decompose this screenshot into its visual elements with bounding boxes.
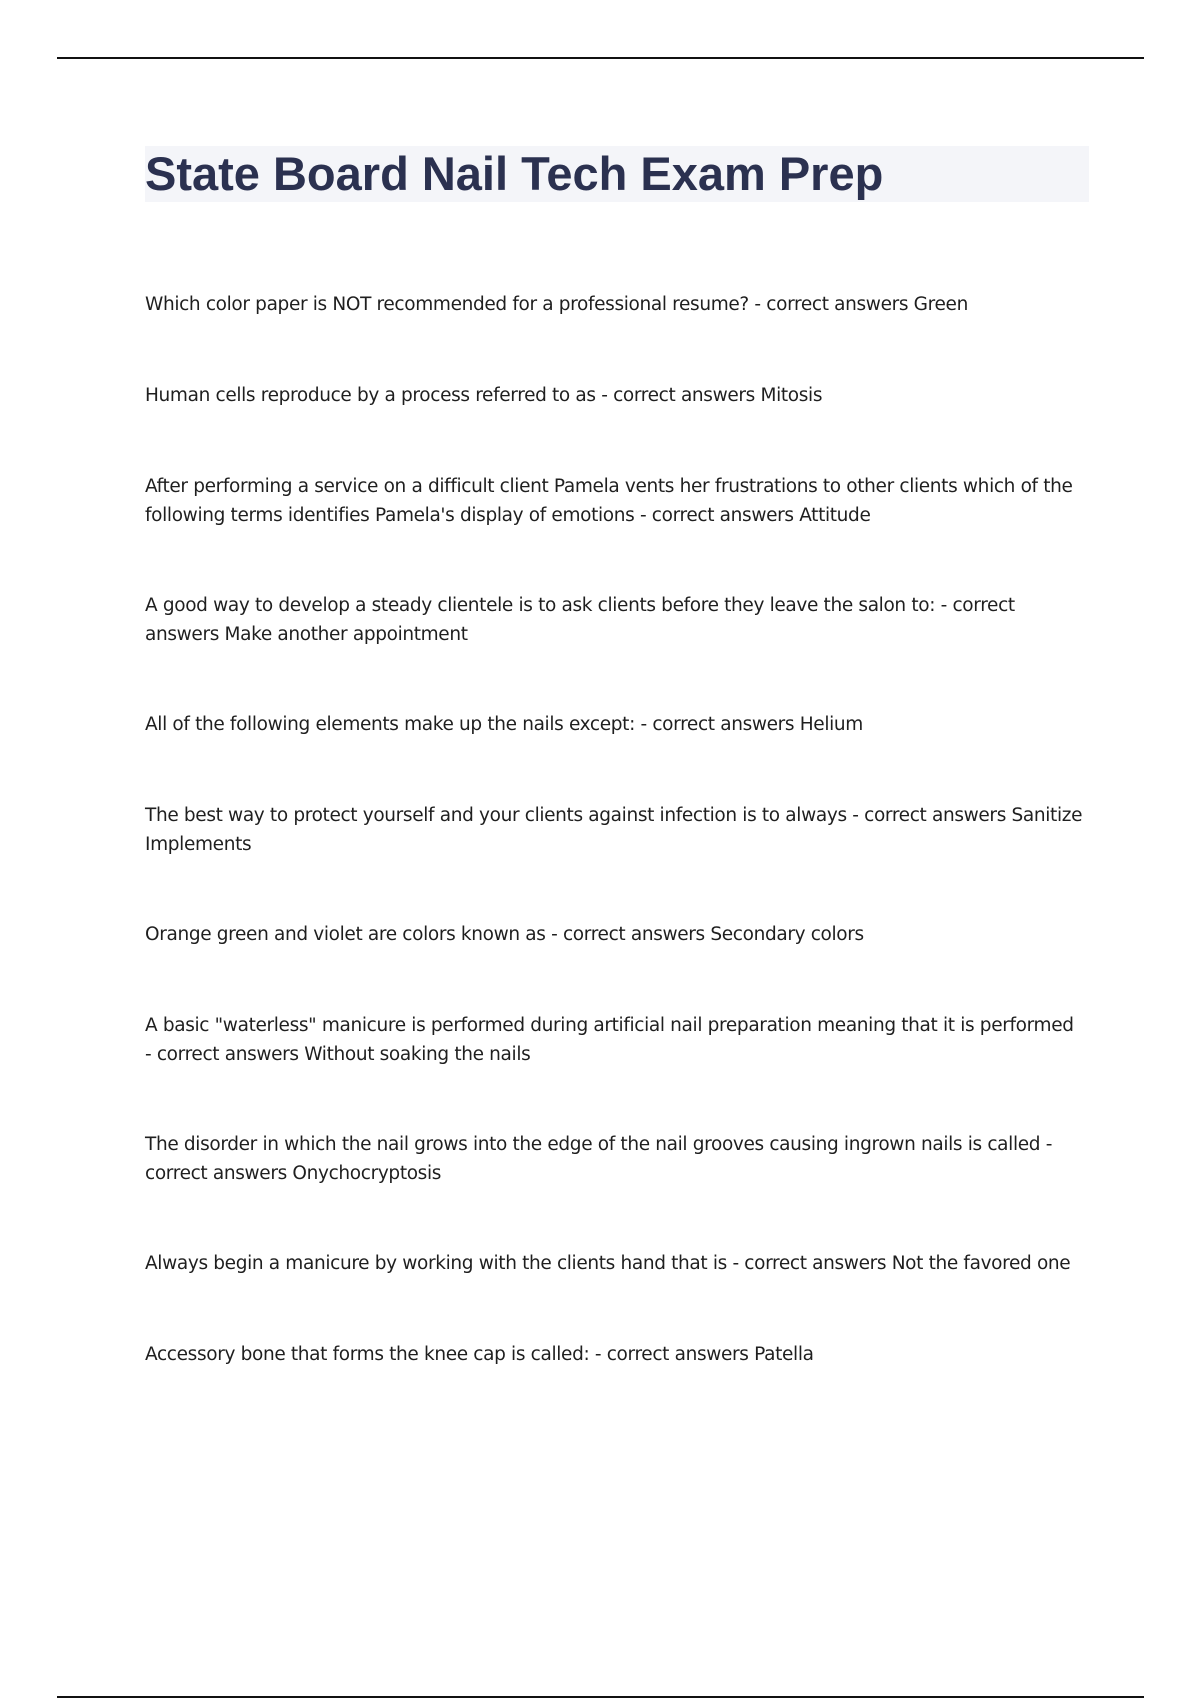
qa-item-3: After performing a service on a difficult client Pamela vents her frustrations to other clients which of the following terms identifies Pamela's display of emotions - correct answers Attitude (145, 476, 1073, 526)
qa-item-6: The best way to protect yourself and your clients against infection is to always - correct answers Sanitize Implements (145, 805, 1083, 855)
bottom-rule (57, 1696, 1144, 1698)
qa-item-4: A good way to develop a steady clientele is to ask clients before they leave the salon to: - correct answers Make another appointment (145, 595, 1015, 645)
page-title: State Board Nail Tech Exam Prep (145, 147, 884, 200)
top-rule (57, 57, 1144, 59)
question-answer-list (145, 290, 1085, 1431)
qa-item-7: Orange green and violet are colors known as - correct answers Secondary colors (145, 924, 864, 945)
qa-item-10: Always begin a manicure by working with the clients hand that is - correct answers Not the favored one (145, 1253, 1071, 1274)
qa-item-5: All of the following elements make up the nails except: - correct answers Helium (145, 714, 863, 735)
qa-item-8: A basic "waterless" manicure is performed during artificial nail preparation meaning that it is performed - correct answers Without soaking the nails (145, 1015, 1074, 1065)
qa-item-2: Human cells reproduce by a process referred to as - correct answers Mitosis (145, 385, 823, 406)
qa-item-1: Which color paper is NOT recommended for a professional resume? - correct answers Green (145, 294, 968, 315)
qa-item-11: Accessory bone that forms the knee cap is called: - correct answers Patella (145, 1344, 814, 1365)
qa-item-9: The disorder in which the nail grows into the edge of the nail grooves causing ingrown nails is called - correct answers Onychocryptosis (145, 1134, 1053, 1184)
